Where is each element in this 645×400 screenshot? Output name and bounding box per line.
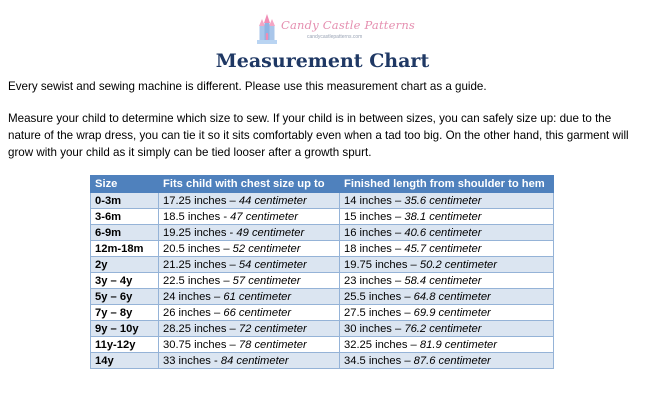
length-inches: 23 inches –: [344, 274, 405, 287]
table-row: [91, 321, 554, 337]
size-cell: 9y – 10y: [91, 321, 159, 337]
size-cell: 7y – 8y: [91, 305, 159, 321]
chest-inches: 21.25 inches –: [163, 258, 239, 271]
chest-cell: [159, 289, 340, 305]
chest-centimeters: 54 centimeter: [238, 258, 307, 271]
chest-cell: [159, 209, 340, 225]
chest-cell: [159, 273, 340, 289]
table-row: [91, 193, 554, 209]
chest-cell: [159, 193, 340, 209]
chest-cell: [159, 225, 340, 241]
instructions-paragraph: Measure your child to determine which size to sew. If your child is in between sizes, you can safely size up: due to the nature of the wrap dress, you can tie it so it sits comfortably even when a tad too big. On the other hand, this garment will grow with your child as it simply can be tied looser after a growth spurt.: [8, 112, 629, 159]
table-row: [91, 209, 554, 225]
chest-inches: 30.75 inches –: [163, 338, 239, 351]
size-cell: 14y: [91, 353, 159, 369]
table-body: [91, 193, 554, 369]
length-inches: 16 inches –: [344, 226, 405, 239]
table-row: [91, 353, 554, 369]
logo-url: candycastlepatterns.com: [307, 34, 363, 40]
length-cell: [340, 257, 554, 273]
chest-cell: [159, 305, 340, 321]
size-cell: 3y – 4y: [91, 273, 159, 289]
chest-centimeters: 44 centimeter: [238, 194, 307, 207]
chest-inches: 28.25 inches –: [163, 322, 239, 335]
chest-centimeters: 57 centimeter: [232, 274, 301, 287]
length-centimeters: 87.6 centimeter: [413, 354, 491, 367]
length-inches: 27.5 inches –: [344, 306, 414, 319]
table-header-row: [91, 176, 554, 193]
size-cell: 0-3m: [91, 193, 159, 209]
chest-inches: 22.5 inches –: [163, 274, 233, 287]
chest-centimeters: 78 centimeter: [238, 338, 307, 351]
chest-inches: 24 inches –: [163, 290, 224, 303]
length-centimeters: 38.1 centimeter: [404, 210, 482, 223]
intro-paragraph: Every sewist and sewing machine is different. Please use this measurement chart as a guide.: [8, 80, 487, 93]
measurement-table: [90, 175, 554, 369]
chest-centimeters: 84 centimeter: [220, 354, 289, 367]
table-row: [91, 305, 554, 321]
length-cell: [340, 193, 554, 209]
table-row: [91, 337, 554, 353]
length-centimeters: 58.4 centimeter: [404, 274, 482, 287]
size-cell: 6-9m: [91, 225, 159, 241]
chest-inches: 17.25 inches –: [163, 194, 239, 207]
length-centimeters: 45.7 centimeter: [404, 242, 482, 255]
length-inches: 14 inches –: [344, 194, 405, 207]
length-cell: [340, 225, 554, 241]
chest-inches: 18.5 inches -: [163, 210, 231, 223]
table-row: [91, 225, 554, 241]
chest-inches: 33 inches -: [163, 354, 221, 367]
length-centimeters: 81.9 centimeter: [419, 338, 498, 351]
header-size: Size: [91, 176, 159, 193]
table-row: [91, 289, 554, 305]
length-inches: 25.5 inches –: [344, 290, 414, 303]
table-row: [91, 257, 554, 273]
size-cell: 3-6m: [91, 209, 159, 225]
length-centimeters: 64.8 centimeter: [413, 290, 491, 303]
chest-cell: [159, 337, 340, 353]
brand-logo: [255, 12, 416, 48]
size-cell: 2y: [91, 257, 159, 273]
length-cell: [340, 289, 554, 305]
size-cell: 11y-12y: [91, 337, 159, 353]
length-cell: [340, 353, 554, 369]
chest-centimeters: 72 centimeter: [238, 322, 307, 335]
length-cell: [340, 273, 554, 289]
length-inches: 32.25 inches –: [344, 338, 420, 351]
chest-centimeters: 66 centimeter: [223, 306, 292, 319]
size-cell: 5y – 6y: [91, 289, 159, 305]
chest-cell: [159, 257, 340, 273]
chest-centimeters: 47 centimeter: [230, 210, 298, 223]
length-inches: 19.75 inches –: [344, 258, 420, 271]
chest-centimeters: 61 centimeter: [223, 290, 292, 303]
length-inches: 18 inches –: [344, 242, 405, 255]
chest-cell: [159, 241, 340, 257]
header-chest: Fits child with chest size up to: [159, 176, 340, 193]
chest-centimeters: 52 centimeter: [232, 242, 301, 255]
length-cell: [340, 305, 554, 321]
chest-inches: 26 inches –: [163, 306, 224, 319]
length-inches: 34.5 inches –: [344, 354, 414, 367]
table-row: [91, 273, 554, 289]
header-length: Finished length from shoulder to hem: [340, 176, 554, 193]
page-title: Measurement Chart: [215, 50, 430, 72]
length-centimeters: 76.2 centimeter: [404, 322, 482, 335]
length-cell: [340, 241, 554, 257]
length-centimeters: 35.6 centimeter: [404, 194, 482, 207]
length-cell: [340, 337, 554, 353]
length-inches: 30 inches –: [344, 322, 405, 335]
size-cell: 12m-18m: [91, 241, 159, 257]
chest-inches: 19.25 inches -: [163, 226, 237, 239]
length-cell: [340, 209, 554, 225]
length-centimeters: 40.6 centimeter: [404, 226, 482, 239]
length-centimeters: 50.2 centimeter: [419, 258, 498, 271]
table-row: [91, 241, 554, 257]
chest-centimeters: 49 centimeter: [236, 226, 305, 239]
logo-wordmark: Candy Castle Patterns: [281, 18, 416, 32]
chest-cell: [159, 321, 340, 337]
length-centimeters: 69.9 centimeter: [413, 306, 491, 319]
chest-inches: 20.5 inches –: [163, 242, 233, 255]
length-inches: 15 inches –: [344, 210, 405, 223]
castle-icon: [255, 12, 279, 46]
length-cell: [340, 321, 554, 337]
chest-cell: [159, 353, 340, 369]
